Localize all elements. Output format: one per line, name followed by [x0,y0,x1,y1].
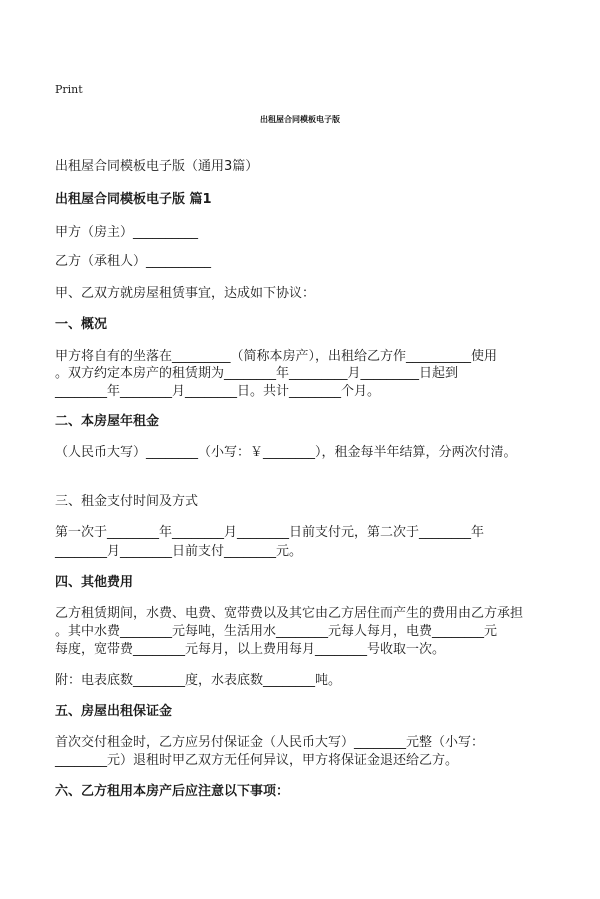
section2-heading: 二、本房屋年租金 [55,414,160,429]
document-title: 出租屋合同模板电子版 [260,115,340,124]
section6-heading: 六、乙方租用本房产后应注意以下事项： [55,784,290,799]
section3-line: ________月________日前支付________元。 [55,544,303,559]
section4-note: 附：电表底数________度，水表底数________吨。 [55,673,342,688]
intro-paragraph: 甲、乙双方就房屋租赁事宜，达成如下协议： [55,286,316,301]
section2-line: （人民币大写）________（小写：￥________），租金每半年结算，分两次付清。 [55,445,517,460]
part1-heading: 出租屋合同模板电子版 篇1 [55,192,212,207]
section4-heading: 四、其他费用 [55,575,134,590]
section1-line: 。双方约定本房产的租赁期为________年_________月_________日起到 [55,366,459,381]
section4-line: 每度，宽带费________元每月，以上费用每月________号收取一次。 [55,642,446,657]
section1-heading: 一、概况 [55,317,108,332]
section4-line: 乙方租赁期间，水费、电费、宽带费以及其它由乙方居住而产生的费用由乙方承担 [55,606,524,621]
party-a-line: 甲方（房主）__________ [55,225,199,240]
section4-line: 。其中水费________元每吨，生活用水________元每人每月，电费________元 [55,624,498,639]
section5-line: ________元）退租时甲乙双方无任何异议，甲方将保证金退还给乙方。 [55,753,459,768]
print-label[interactable]: Print [55,83,83,96]
section3-heading: 三、租金支付时间及方式 [55,494,199,509]
section5-heading: 五、房屋出租保证金 [55,704,173,719]
section3-line: 第一次于________年________月________日前支付元，第二次于________年 [55,525,485,540]
section5-line: 首次交付租金时，乙方应另付保证金（人民币大写）________元整（小写： [55,735,485,750]
section1-line: ________年________月________日。共计________个月。 [55,384,381,399]
document-subtitle: 出租屋合同模板电子版（通用3篇） [55,159,259,174]
party-b-line: 乙方（承租人）__________ [55,254,212,269]
section1-line: 甲方将自有的坐落在_________（简称本房产），出租给乙方作__________使用 [55,349,498,364]
